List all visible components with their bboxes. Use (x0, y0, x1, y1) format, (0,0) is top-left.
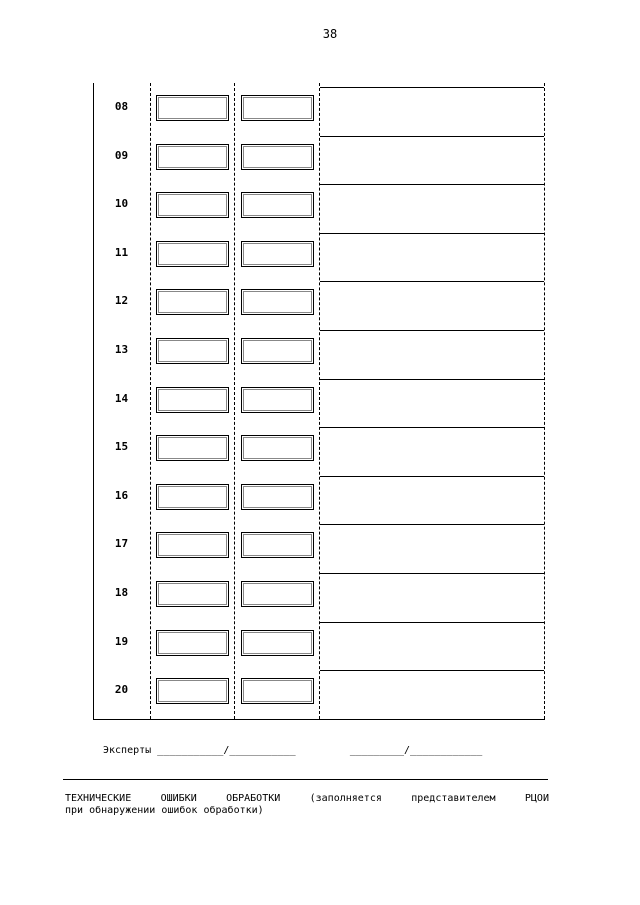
heading-word: представителем (411, 793, 496, 804)
answer-box-a[interactable] (156, 192, 229, 218)
correction-field[interactable] (320, 136, 544, 182)
row-code: 19 (114, 634, 129, 648)
experts-signature-line: Эксперты ___________/___________ _________/____________ (103, 745, 483, 756)
answer-box-b[interactable] (241, 144, 314, 170)
heading-word: ОБРАБОТКИ (226, 793, 281, 804)
row-code: 17 (114, 537, 129, 551)
answer-box-a[interactable] (156, 289, 229, 315)
table-row (93, 83, 545, 132)
page-number: 38 (322, 27, 338, 41)
correction-field[interactable] (320, 330, 544, 376)
heading-word: ОШИБКИ (160, 793, 197, 804)
answer-form-table (93, 83, 545, 719)
row-code: 18 (114, 586, 129, 599)
answer-box-b[interactable] (241, 532, 314, 558)
answer-box-b[interactable] (241, 387, 314, 413)
table-row (93, 569, 545, 618)
heading-word: (заполняется (309, 793, 382, 804)
correction-field[interactable] (320, 379, 544, 425)
table-bottom-border (93, 719, 545, 720)
answer-box-b[interactable] (241, 241, 314, 267)
row-code: 11 (114, 245, 129, 259)
answer-box-b[interactable] (241, 338, 314, 364)
answer-box-b[interactable] (241, 630, 314, 656)
row-code: 13 (114, 343, 129, 356)
technical-errors-section (65, 793, 549, 817)
correction-field[interactable] (320, 524, 544, 570)
correction-field[interactable] (320, 670, 544, 716)
row-code: 08 (114, 100, 129, 113)
answer-box-a[interactable] (156, 95, 229, 121)
technical-errors-note: при обнаружении ошибок обработки) (65, 805, 264, 816)
answer-box-b[interactable] (241, 484, 314, 510)
technical-errors-heading (65, 793, 549, 805)
correction-field[interactable] (320, 87, 544, 133)
correction-field[interactable] (320, 622, 544, 668)
correction-field[interactable] (320, 476, 544, 522)
answer-box-b[interactable] (241, 95, 314, 121)
table-row (93, 375, 545, 424)
answer-box-a[interactable] (156, 630, 229, 656)
answer-box-a[interactable] (156, 532, 229, 558)
table-row (93, 520, 545, 569)
table-row (93, 423, 545, 472)
row-code: 15 (114, 440, 129, 454)
answer-box-b[interactable] (241, 192, 314, 218)
heading-word: ТЕХНИЧЕСКИЕ (65, 793, 132, 804)
row-code: 10 (114, 197, 129, 211)
section-divider (63, 779, 548, 780)
heading-word: РЦОИ (524, 793, 549, 804)
row-code: 14 (114, 391, 129, 405)
answer-box-b[interactable] (241, 289, 314, 315)
row-code: 09 (114, 148, 129, 162)
table-row (93, 472, 545, 521)
table-row (93, 229, 545, 278)
table-row (93, 180, 545, 229)
table-row (93, 277, 545, 326)
answer-box-b[interactable] (241, 678, 314, 704)
correction-field[interactable] (320, 184, 544, 230)
answer-box-a[interactable] (156, 241, 229, 267)
answer-box-a[interactable] (156, 387, 229, 413)
table-row (93, 132, 545, 181)
answer-box-a[interactable] (156, 435, 229, 461)
answer-box-a[interactable] (156, 484, 229, 510)
row-code: 12 (114, 294, 129, 308)
table-row (93, 666, 545, 715)
answer-box-a[interactable] (156, 581, 229, 607)
answer-box-b[interactable] (241, 435, 314, 461)
correction-field[interactable] (320, 233, 544, 279)
correction-field[interactable] (320, 281, 544, 327)
answer-box-a[interactable] (156, 678, 229, 704)
correction-field[interactable] (320, 427, 544, 473)
answer-box-b[interactable] (241, 581, 314, 607)
answer-box-a[interactable] (156, 338, 229, 364)
table-row (93, 618, 545, 667)
table-row (93, 326, 545, 375)
answer-box-a[interactable] (156, 144, 229, 170)
correction-field[interactable] (320, 573, 544, 619)
row-code: 16 (114, 488, 129, 502)
row-code: 20 (114, 683, 129, 697)
